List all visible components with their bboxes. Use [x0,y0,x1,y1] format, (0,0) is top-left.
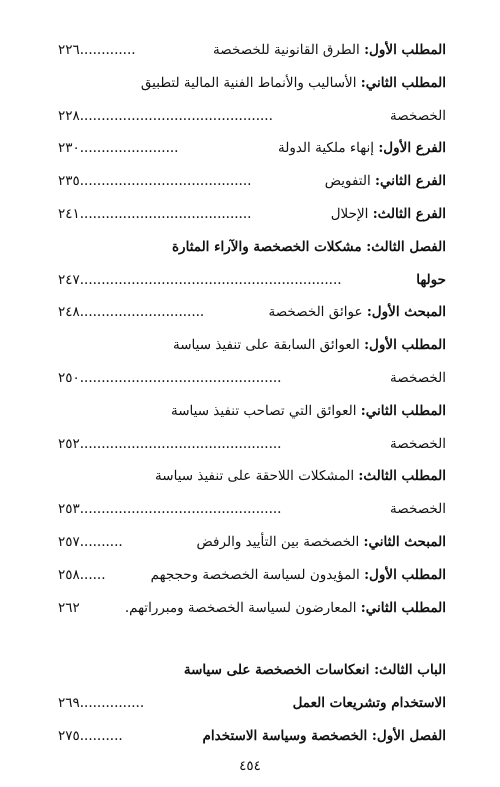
toc-page-number: ٢٤٨ [58,304,80,321]
toc-page-number: ٢٦٩ [58,695,80,712]
dot-leader: ............................................... [79,435,282,452]
toc-entry-text [390,493,446,526]
toc-entry-text [125,592,446,625]
dot-leader: ............................. [79,304,205,321]
toc-entry-text [293,687,446,720]
toc-page-number: ٢٤١ [58,205,80,222]
toc-entry-label: المبحث الثاني: [363,533,446,550]
toc-entry-title: العوائق السابقة على تنفيذ سياسة [172,337,365,354]
toc-entry-text [141,67,446,100]
dot-leader: ...... [79,566,106,583]
toc-entry [58,362,446,395]
toc-entry-label: الفصل الثالث: مشكلات الخصخصة والآراء المثارة [171,238,446,255]
toc-entry-label: الباب الثالث: انعكاسات الخصخصة على سياسة [183,662,446,679]
dot-leader: ............................................. [79,107,273,124]
toc-entry-title: المؤيدون لسياسة الخصخصة وحججهم [150,566,365,583]
toc-entry-text [155,460,446,493]
toc-entry [58,231,446,264]
toc-entry-text [390,100,446,133]
toc-entry-title: إنهاء ملكية الدولة [277,140,379,157]
toc-entry-label: المطلب الأول: [364,566,446,583]
toc-page-number: ٢٢٦ [58,42,80,58]
toc-entry [58,395,446,428]
toc-entry-text [197,526,446,559]
toc-entry-text [151,559,446,592]
toc-entry-label: الاستخدام وتشريعات العمل [292,695,446,712]
toc-entry-text [331,198,446,231]
toc-entry [58,720,446,753]
toc-entry-label: حولها [416,271,446,288]
toc-entry-label: الفرع الأول: [378,140,446,157]
table-of-contents [58,34,446,753]
toc-entry-label: الفرع الثالث: [372,205,446,222]
toc-entry-label: المطلب الثاني: [360,599,446,616]
toc-entry [58,687,446,720]
toc-entry [58,198,446,231]
toc-entry-label: المطلب الثاني: [360,402,446,419]
toc-entry-title: الطرق القانونية للخصخصة [213,42,365,58]
toc-entry-label: المطلب الثاني: [360,74,446,91]
toc-page-number: ٢٤٧ [58,271,80,288]
toc-entry-title: الخصخصة بين التأييد والرفض [196,533,364,550]
toc-page-number: ٢٥٧ [58,533,80,550]
toc-entry-title: الخصخصة [390,369,446,386]
toc-entry-title: المشكلات اللاحقة على تنفيذ سياسة [155,468,359,485]
toc-entry-text [268,296,446,329]
toc-entry-text [390,362,446,395]
dot-leader: ............................................................. [79,271,342,288]
toc-entry [58,654,446,687]
toc-entry [58,592,446,625]
toc-entry-title: الخصخصة [390,435,446,452]
toc-entry-label: المطلب الأول: [364,42,446,58]
toc-entry-title: عوائق الخصخصة [268,304,367,321]
toc-page-number: ٢٥٢ [58,435,80,452]
toc-page-number: ٢٥٠ [58,369,80,386]
toc-page-number: ٢٣٠ [58,140,80,157]
toc-entry-label: الفرع الثاني: [375,173,446,190]
section-gap [58,624,446,654]
toc-entry-text [213,34,446,67]
dot-leader: ........................................ [79,173,252,190]
dot-leader: ............................................... [79,501,282,518]
toc-entry [58,100,446,133]
toc-entry-label: الفصل الأول: الخصخصة وسياسة الاستخدام [202,727,446,744]
toc-entry-text [278,132,446,165]
toc-entry-text [184,654,446,687]
toc-entry [58,296,446,329]
toc-entry [58,264,446,297]
toc-entry [58,428,446,461]
toc-entry-title: الإحلال [330,205,373,222]
toc-entry-title: الأساليب والأنماط الفنية المالية لتطبيق [140,74,361,91]
dot-leader: ....................... [79,140,179,157]
toc-entry-text [416,264,446,297]
toc-entry-title: الخصخصة [390,501,446,518]
page-number: ٤٥٤ [239,758,261,774]
dot-leader: ............. [79,42,136,58]
toc-page-number: ٢٧٥ [58,727,80,744]
toc-entry-text [325,165,446,198]
toc-entry [58,67,446,100]
toc-page-number: ٢٣٥ [58,173,80,190]
toc-entry-text [203,720,446,753]
toc-entry-title: الخصخصة [390,107,446,124]
toc-entry [58,132,446,165]
toc-entry [58,526,446,559]
dot-leader: .......... [79,533,123,550]
toc-entry [58,559,446,592]
toc-page-number: ٢٥٨ [58,566,80,583]
toc-page-number: ٢٥٣ [58,501,80,518]
toc-entry-text [173,329,446,362]
toc-entry-text [172,231,446,264]
dot-leader: .......... [79,727,123,744]
toc-entry-title: العوائق التي تصاحب تنفيذ سياسة [170,402,361,419]
toc-entry [58,34,446,67]
toc-entry-text [171,395,446,428]
toc-entry-label: المطلب الأول: [364,337,446,354]
toc-entry-label: المطلب الثالث: [358,468,446,485]
toc-entry [58,165,446,198]
toc-entry [58,329,446,362]
toc-entry [58,460,446,493]
toc-entry-text [390,428,446,461]
dot-leader: ............................................... [79,369,282,386]
toc-entry-title: التفويض [324,173,376,190]
toc-page-number: ٢٦٢ [58,599,80,616]
toc-entry [58,493,446,526]
toc-entry-title: المعارضون لسياسة الخصخصة ومبرراتهم. [124,599,361,616]
dot-leader: ............... [79,695,145,712]
toc-page-number: ٢٢٨ [58,107,80,124]
toc-entry-label: المبحث الأول: [366,304,446,321]
dot-leader: ........................................ [79,205,252,222]
